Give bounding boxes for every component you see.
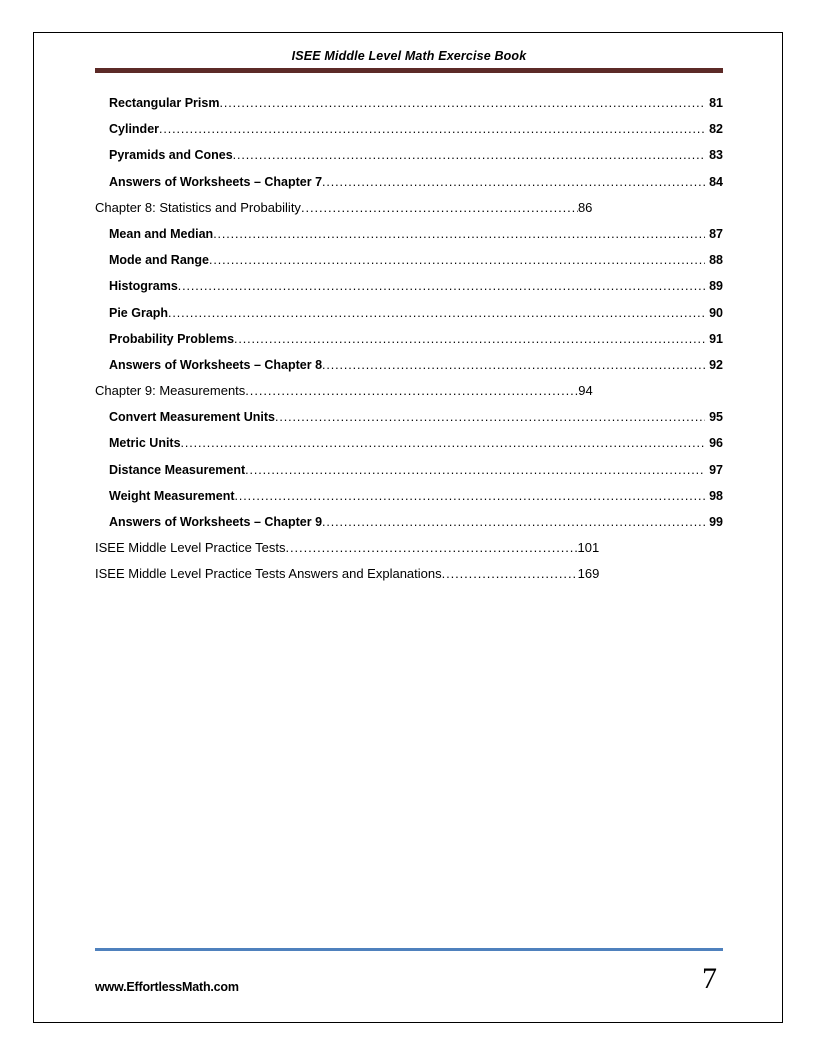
toc-dot-leader	[234, 326, 705, 352]
toc-entry-page-number: 91	[709, 331, 723, 346]
toc-entry-label: Answers of Worksheets – Chapter 9	[109, 515, 323, 529]
toc-dot-leader	[233, 142, 705, 168]
toc-entry-label: Answers of Worksheets – Chapter 7	[109, 174, 323, 189]
toc-dot-leader	[442, 561, 578, 587]
toc-entry-label: Weight Measurement	[109, 488, 235, 503]
toc-entry[interactable]	[95, 483, 723, 509]
toc-entry[interactable]	[95, 352, 723, 378]
footer-divider-rule	[95, 948, 723, 951]
toc-dot-leader	[322, 169, 705, 195]
toc-dot-leader	[178, 273, 705, 299]
footer	[95, 964, 723, 994]
toc-entry[interactable]	[95, 169, 723, 195]
toc-entry-page-number: 97	[709, 462, 723, 477]
toc-entry-page-number: 96	[709, 436, 723, 451]
toc-entry-page-number: 94	[578, 383, 593, 399]
footer-website-url[interactable]: www.EffortlessMath.com	[95, 980, 239, 994]
toc-entry[interactable]	[95, 430, 723, 456]
toc-entry-page-number: 99	[709, 515, 723, 529]
toc-entry-page-number: 81	[709, 96, 723, 110]
toc-entry-label: ISEE Middle Level Practice Tests	[95, 540, 286, 556]
toc-entry-label: Rectangular Prism	[109, 96, 220, 110]
toc-entry-page-number: 98	[709, 488, 723, 503]
toc-entry-page-number: 84	[709, 174, 723, 189]
toc-dot-leader	[322, 509, 705, 535]
toc-entry-label: Mode and Range	[109, 253, 210, 268]
toc-entry[interactable]	[95, 195, 723, 221]
toc-dot-leader	[275, 404, 705, 430]
toc-dot-leader	[168, 300, 705, 326]
toc-entry-label: Metric Units	[109, 436, 181, 451]
toc-entry[interactable]	[95, 247, 723, 273]
toc-entry[interactable]	[95, 90, 723, 116]
toc-entry-page-number: 88	[709, 253, 723, 268]
toc-dot-leader	[235, 483, 706, 509]
toc-entry-label: Chapter 8: Statistics and Probability	[95, 199, 301, 215]
toc-entry-label: Distance Measurement	[109, 462, 246, 477]
page-title: ISEE Middle Level Math Exercise Book	[291, 49, 527, 63]
toc-entry[interactable]	[95, 326, 723, 352]
toc-entry-page-number: 101	[577, 540, 600, 556]
toc-dot-leader	[219, 90, 705, 116]
table-of-contents	[95, 90, 723, 588]
toc-entry[interactable]	[95, 378, 723, 404]
toc-entry[interactable]	[95, 457, 723, 483]
toc-entry-page-number: 82	[709, 122, 723, 137]
toc-entry-page-number: 87	[709, 226, 723, 241]
toc-entry-label: Mean and Median	[109, 226, 214, 241]
toc-entry[interactable]	[95, 273, 723, 299]
toc-entry-label: Probability Problems	[109, 331, 235, 346]
toc-entry[interactable]	[95, 300, 723, 326]
page-content-area	[95, 33, 723, 1022]
toc-entry-page-number: 92	[709, 357, 723, 372]
toc-entry[interactable]	[95, 221, 723, 247]
toc-dot-leader	[286, 535, 578, 561]
toc-entry-label: Cylinder	[109, 122, 160, 137]
toc-entry-page-number: 169	[577, 566, 600, 582]
toc-entry[interactable]	[95, 561, 723, 587]
toc-dot-leader	[181, 430, 705, 456]
footer-page-number: 7	[702, 962, 717, 995]
toc-entry-label: Pyramids and Cones	[109, 148, 233, 163]
toc-entry-page-number: 90	[709, 305, 723, 320]
page-border	[33, 32, 783, 1023]
toc-dot-leader	[245, 378, 578, 404]
toc-entry-page-number: 86	[577, 199, 593, 215]
toc-entry[interactable]	[95, 404, 723, 430]
toc-dot-leader	[159, 116, 705, 142]
toc-dot-leader	[301, 195, 578, 221]
toc-entry-page-number: 83	[709, 148, 723, 163]
toc-entry-page-number: 95	[709, 410, 723, 425]
toc-entry[interactable]	[95, 535, 723, 561]
toc-entry[interactable]	[95, 509, 723, 535]
toc-dot-leader	[213, 221, 705, 247]
toc-entry-label: ISEE Middle Level Practice Tests Answers and Explanations	[95, 566, 442, 582]
toc-dot-leader	[245, 457, 705, 483]
toc-entry-label: Chapter 9: Measurements	[95, 383, 246, 399]
toc-entry-label: Convert Measurement Units	[109, 410, 276, 425]
toc-entry-label: Histograms	[109, 279, 178, 294]
header-divider-rule	[95, 68, 723, 73]
toc-dot-leader	[209, 247, 705, 273]
toc-entry[interactable]	[95, 142, 723, 168]
toc-entry-page-number: 89	[709, 279, 723, 294]
toc-dot-leader	[322, 352, 705, 378]
toc-entry[interactable]	[95, 116, 723, 142]
toc-entry-label: Pie Graph	[109, 305, 169, 320]
toc-entry-label: Answers of Worksheets – Chapter 8	[109, 357, 323, 372]
